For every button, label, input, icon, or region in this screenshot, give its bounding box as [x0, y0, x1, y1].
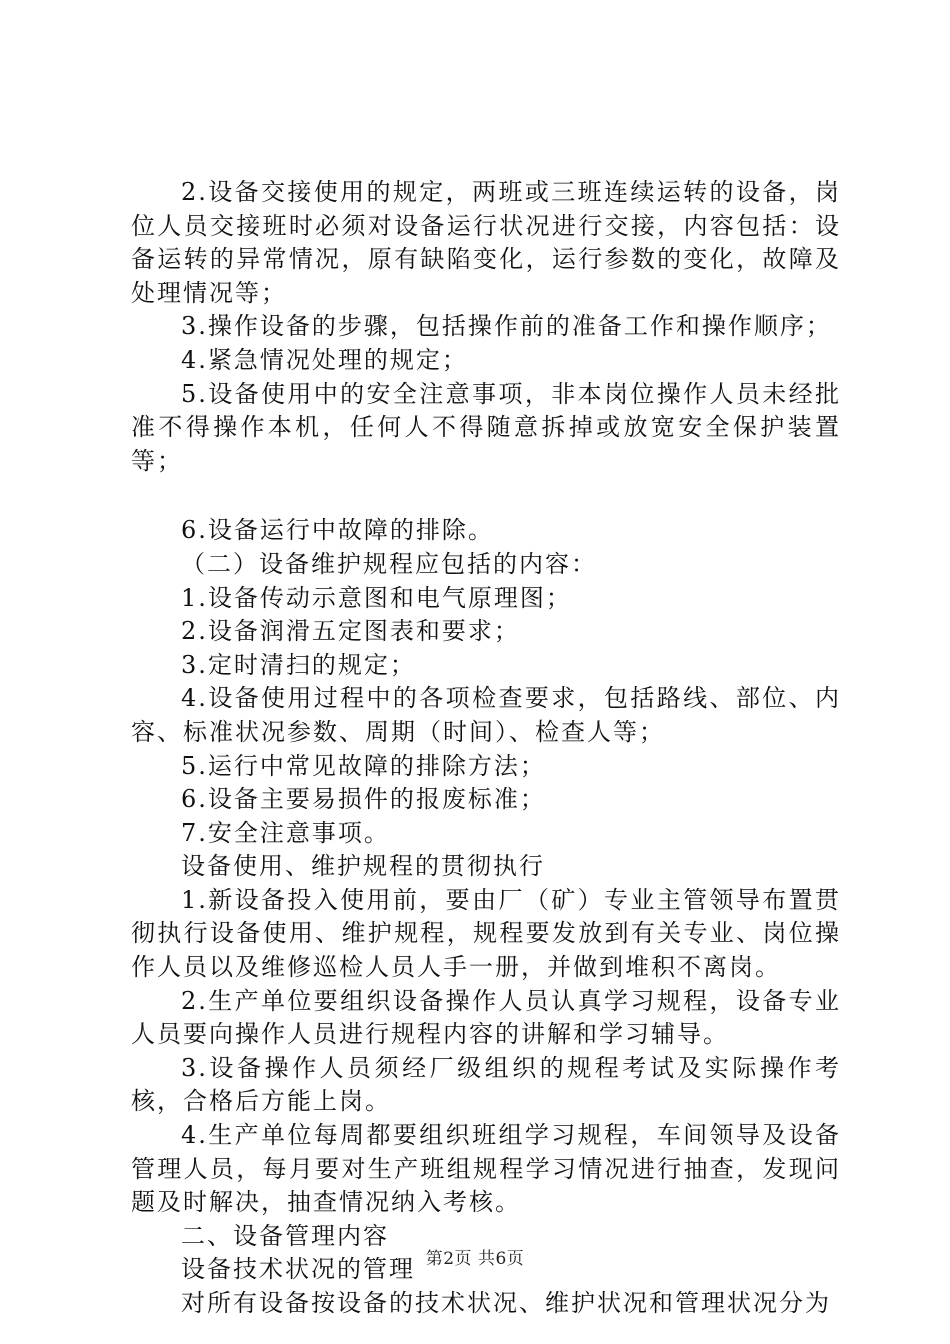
section-heading-management-content: 二、设备管理内容 [181, 1221, 389, 1250]
paragraph-scrap-standard: 6.设备主要易损件的报废标准； [181, 785, 546, 814]
paragraph-examination: 3.设备操作人员须经厂级组织的规程考试及实际操作考核，合格后方能上岗。 [131, 1053, 841, 1116]
section-heading-maintenance-rules: （二）设备维护规程应包括的内容： [181, 549, 597, 578]
paragraph-classification: 对所有设备按设备的技术状况、维护状况和管理状况分为 [181, 1289, 831, 1317]
paragraph-fault-removal: 6.设备运行中故障的排除。 [181, 516, 494, 545]
paragraph-usage-handover: 2.设备交接使用的规定，两班或三班连续运转的设备，岗位人员交接班时必须对设备运行状况进行交接，内容包括：设备运转的异常情况，原有缺陷变化，运行参数的变化，故障及处理情况等； [131, 178, 841, 307]
page-number-indicator: 第2页 共6页 [425, 1249, 525, 1269]
paragraph-emergency-rules: 4.紧急情况处理的规定； [181, 345, 468, 374]
paragraph-safety-items: 7.安全注意事项。 [181, 818, 390, 847]
paragraph-study-rules: 2.生产单位要组织设备操作人员认真学习规程，设备专业人员要向操作人员进行规程内容的讲解和学习辅导。 [131, 986, 841, 1049]
document-body [131, 176, 841, 1321]
paragraph-operation-steps: 3.操作设备的步骤，包括操作前的准备工作和操作顺序； [181, 312, 832, 341]
paragraph-common-faults: 5.运行中常见故障的排除方法； [181, 751, 546, 780]
paragraph-transmission-diagram: 1.设备传动示意图和电气原理图； [181, 583, 572, 612]
paragraph-lubrication-chart: 2.设备润滑五定图表和要求； [181, 617, 520, 646]
section-heading-technical-status: 设备技术状况的管理 [181, 1255, 415, 1284]
paragraph-new-equipment: 1.新设备投入使用前，要由厂（矿）专业主管领导布置贯彻执行设备使用、维护规程，规程要发放到有关专业、岗位操作人员以及维修巡检人员人手一册，并做到堆积不离岗。 [131, 885, 841, 982]
page-footer [0, 1244, 950, 1269]
paragraph-weekly-study: 4.生产单位每周都要组织班组学习规程，车间领导及设备管理人员，每月要对生产班组规程学习情况进行抽查，发现问题及时解决，抽查情况纳入考核。 [131, 1121, 841, 1217]
paragraph-cleaning-rules: 3.定时清扫的规定； [181, 650, 416, 679]
paragraph-safety-notes: 5.设备使用中的安全注意事项，非本岗位操作人员未经批准不得操作本机，任何人不得随意拆掉或放宽安全保护装置等； [131, 379, 841, 475]
section-heading-implementation: 设备使用、维护规程的贯彻执行 [181, 852, 545, 881]
paragraph-inspection-requirements: 4.设备使用过程中的各项检查要求，包括路线、部位、内容、标准状况参数、周期（时间）、检查人等； [131, 684, 841, 746]
